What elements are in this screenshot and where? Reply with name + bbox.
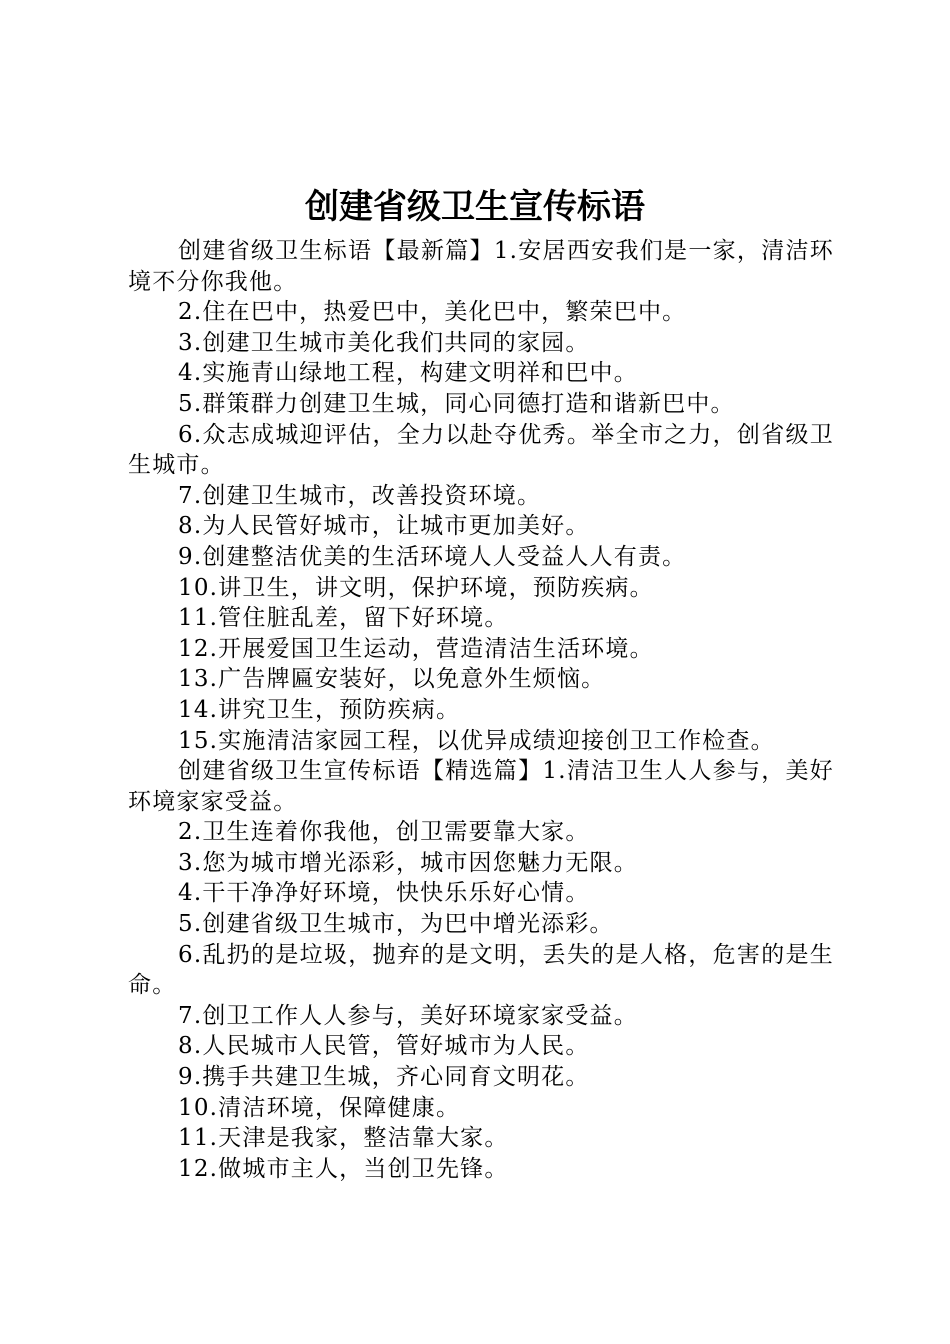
paragraph: 12.开展爱国卫生运动，营造清洁生活环境。 (178, 635, 654, 662)
paragraph: 2.卫生连着你我他，创卫需要靠大家。 (178, 819, 590, 846)
document-title: 创建省级卫生宣传标语 (305, 187, 645, 227)
paragraph: 创建省级卫生宣传标语【精选篇】1.清洁卫生人人参与，美好环境家家受益。 (128, 758, 834, 815)
paragraph: 4.干干净净好环境，快快乐乐好心情。 (178, 880, 590, 907)
paragraph: 11.管住脏乱差，留下好环境。 (178, 605, 509, 632)
paragraph: 9.创建整洁优美的生活环境人人受益人人有责。 (178, 543, 687, 570)
paragraph: 10.讲卫生，讲文明，保护环境，预防疾病。 (178, 574, 654, 601)
paragraph: 5.创建省级卫生城市，为巴中增光添彩。 (178, 911, 614, 938)
paragraph: 14.讲究卫生，预防疾病。 (178, 696, 461, 723)
paragraph: 11.天津是我家，整洁靠大家。 (178, 1125, 509, 1152)
paragraph: 6.众志成城迎评估，全力以赴夺优秀。举全市之力，创省级卫生城市。 (128, 421, 834, 479)
paragraph: 8.为人民管好城市，让城市更加美好。 (178, 513, 590, 540)
paragraph: 12.做城市主人，当创卫先锋。 (178, 1155, 509, 1182)
paragraph: 7.创卫工作人人参与，美好环境家家受益。 (178, 1002, 638, 1029)
paragraph: 7.创建卫生城市，改善投资环境。 (178, 482, 542, 509)
paragraph: 10.清洁环境，保障健康。 (178, 1094, 461, 1121)
document-body (128, 236, 834, 1184)
paragraph: 4.实施青山绿地工程，构建文明祥和巴中。 (178, 360, 638, 387)
paragraph: 2.住在巴中，热爱巴中，美化巴中，繁荣巴中。 (178, 299, 687, 326)
paragraph: 3.您为城市增光添彩，城市因您魅力无限。 (178, 849, 638, 876)
paragraph: 3.创建卫生城市美化我们共同的家园。 (178, 329, 590, 356)
paragraph: 6.乱扔的是垃圾，抛弃的是文明，丢失的是人格，危害的是生命。 (128, 941, 834, 999)
paragraph: 9.携手共建卫生城，齐心同育文明花。 (178, 1064, 590, 1091)
paragraph: 15.实施清洁家园工程，以优异成绩迎接创卫工作检查。 (178, 727, 775, 754)
paragraph: 创建省级卫生标语【最新篇】1.安居西安我们是一家，清洁环境不分你我他。 (128, 238, 834, 295)
paragraph: 13.广告牌匾安装好，以免意外生烦恼。 (178, 666, 606, 693)
paragraph: 5.群策群力创建卫生城，同心同德打造和谐新巴中。 (178, 390, 735, 417)
paragraph: 8.人民城市人民管，管好城市为人民。 (178, 1033, 590, 1060)
